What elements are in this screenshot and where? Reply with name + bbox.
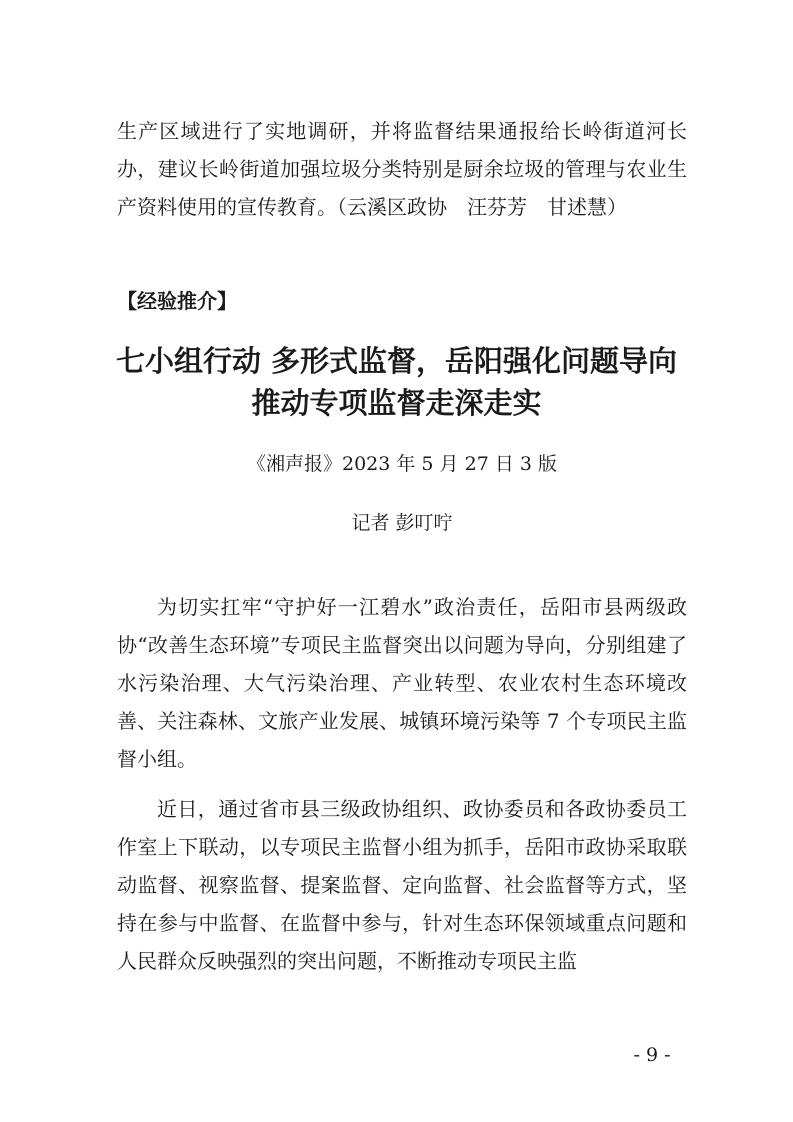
body-paragraph-1: 为切实扛牢“守护好一江碧水”政治责任，岳阳市县两级政协“改善生态环境”专项民主监督突出以问题为导向，分别组建了水污染治理、大气污染治理、产业转型、农业农村生态环境改善、关注森林、文旅产业发展、城镇环境污染等 7 个专项民主监督小组。 [117,595,687,771]
body-paragraph-2: 近日，通过省市县三级政协组织、政协委员和各政协委员工作室上下联动，以专项民主监督小组为抓手，岳阳市政协采取联动监督、视察监督、提案监督、定向监督、社会监督等方式，坚持在参与中监督、在监督中参与，针对生态环保领域重点问题和人民群众反映强烈的突出问题，不断推动专项民主监 [117,797,687,973]
intro-paragraph: 生产区域进行了实地调研，并将监督结果通报给长岭街道河长办，建议长岭街道加强垃圾分类特别是厨余垃圾的管理与农业生产资料使用的宣传教育。（云溪区政协 汪芬芳 甘述慧） [117,119,687,219]
headline [100,340,693,424]
source-line: 《湘声报》2023 年 5 月 27 日 3 版 [247,453,557,475]
section-tag: 【经验推介】 [117,289,237,313]
headline-line-2: 推动专项监督走深走实 [251,386,542,420]
author-line: 记者 彭叮咛 [351,512,453,534]
headline-line-1: 七小组行动 多形式监督，岳阳强化问题导向 [115,344,678,378]
page-number: - 9 - [633,1044,671,1066]
